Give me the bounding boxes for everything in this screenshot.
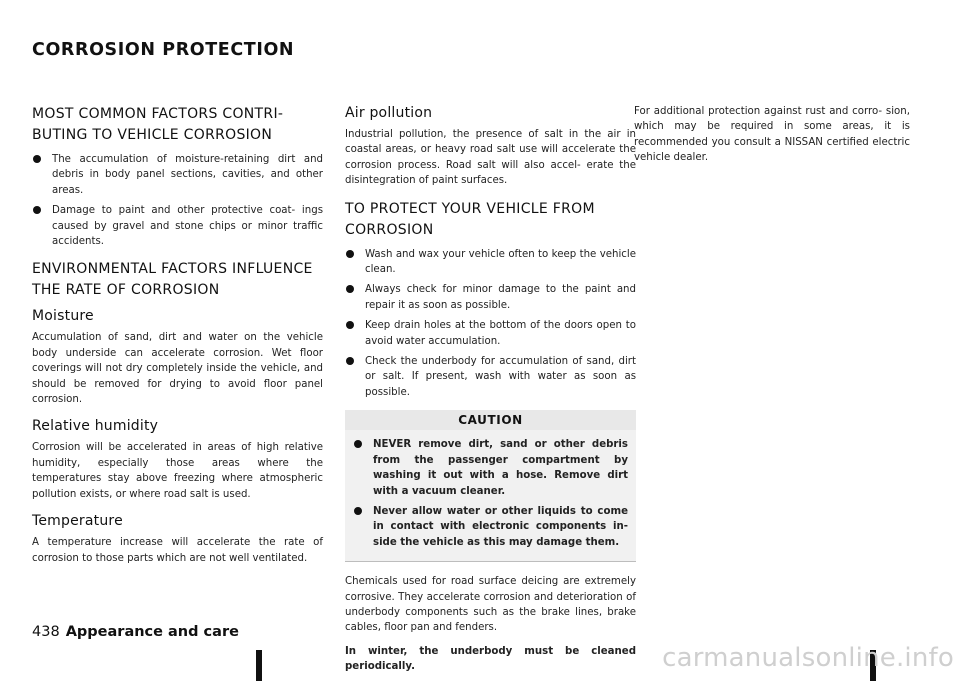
list-item: The accumulation of moisture-retaining dirt and debris in body panel sections, cavities, and other areas. — [32, 152, 323, 198]
paragraph-temperature: A temperature increase will accelerate the rate of corrosion to those parts which are not well ventilated. — [32, 537, 323, 564]
list-item: Always check for minor damage to the paint and repair it as soon as possible. — [345, 282, 636, 313]
list-item: NEVER remove dirt, sand or other debris from the passenger compartment by washing it out with a hose. Remove dirt with a vacuum cleaner. — [353, 437, 628, 499]
page-footer — [32, 624, 239, 640]
bullet-icon — [346, 285, 354, 293]
paragraph-moisture: Accumulation of sand, dirt and water on the vehicle body underside can accelerate corrosion. Wet floor coverings will not dry completely inside the vehicle, and should be removed for drying to avoid floor panel corrosion. — [32, 332, 323, 406]
bullet-icon — [354, 507, 362, 515]
heading-temperature: Temperature — [32, 513, 123, 530]
list-item: Wash and wax your vehicle often to keep the vehicle clean. — [345, 247, 636, 278]
paragraph-chemicals: Chemicals used for road surface deicing are extremely corrosive. They accelerate corrosion and deterioration of underbody components such as the brake lines, brake cables, floor pan and fenders. — [345, 576, 636, 634]
paragraph-relative-humidity: Corrosion will be accelerated in areas of high relative humidity, especially those areas where the temperatures stay above freezing where atmospheric pollution exists, or where road salt is used. — [32, 442, 323, 500]
list-item: Check the underbody for accumulation of sand, dirt or salt. If present, wash with water as soon as possible. — [345, 354, 636, 400]
watermark: carmanualsonline.info — [662, 643, 954, 673]
caution-body — [345, 430, 636, 562]
heading-relative-humidity: Relative humidity — [32, 418, 159, 435]
binder-mark-left — [256, 650, 262, 681]
heading-common-factors: MOST COMMON FACTORS CONTRI- BUTING TO VEHICLE CORROSION — [32, 106, 284, 143]
bullet-icon — [346, 250, 354, 258]
paragraph-additional-protection: For additional protection against rust and corro- sion, which may be required in some areas, it is recommended you consult a NISSAN certified electric vehicle dealer. — [634, 106, 910, 164]
caution-list — [353, 437, 628, 550]
list-item: Never allow water or other liquids to come in contact with electronic components in- side the vehicle as this may damage them. — [353, 504, 628, 550]
section-name: Appearance and care — [65, 624, 239, 640]
bullet-icon — [346, 321, 354, 329]
bullet-icon — [33, 206, 41, 214]
list-item: Keep drain holes at the bottom of the doors open to avoid water accumulation. — [345, 318, 636, 349]
heading-protect-vehicle: TO PROTECT YOUR VEHICLE FROM CORROSION — [345, 200, 595, 238]
heading-moisture: Moisture — [32, 308, 94, 325]
column-middle — [345, 104, 636, 683]
list-item: Damage to paint and other protective coat- ings caused by gravel and stone chips or minor traffic accidents. — [32, 203, 323, 249]
protect-list — [345, 247, 636, 401]
caution-box — [345, 410, 636, 562]
bullet-icon — [354, 440, 362, 448]
page-number: 438 — [32, 624, 60, 640]
bullet-icon — [33, 155, 41, 163]
paragraph-winter: In winter, the underbody must be cleaned periodically. — [345, 645, 636, 673]
bullet-icon — [346, 357, 354, 365]
column-left — [32, 104, 323, 574]
column-right — [634, 104, 910, 174]
caution-title: CAUTION — [345, 410, 636, 430]
heading-environmental-factors: ENVIRONMENTAL FACTORS INFLUENCE THE RATE OF CORROSION — [32, 261, 313, 299]
heading-air-pollution: Air pollution — [345, 105, 433, 121]
paragraph-air-pollution: Industrial pollution, the presence of salt in the air in coastal areas, or heavy road salt use will accelerate the corrosion process. Road salt will also accel- erate the disintegration of paint surfaces. — [345, 129, 636, 187]
common-factors-list — [32, 152, 323, 249]
page-title: CORROSION PROTECTION — [32, 40, 295, 60]
